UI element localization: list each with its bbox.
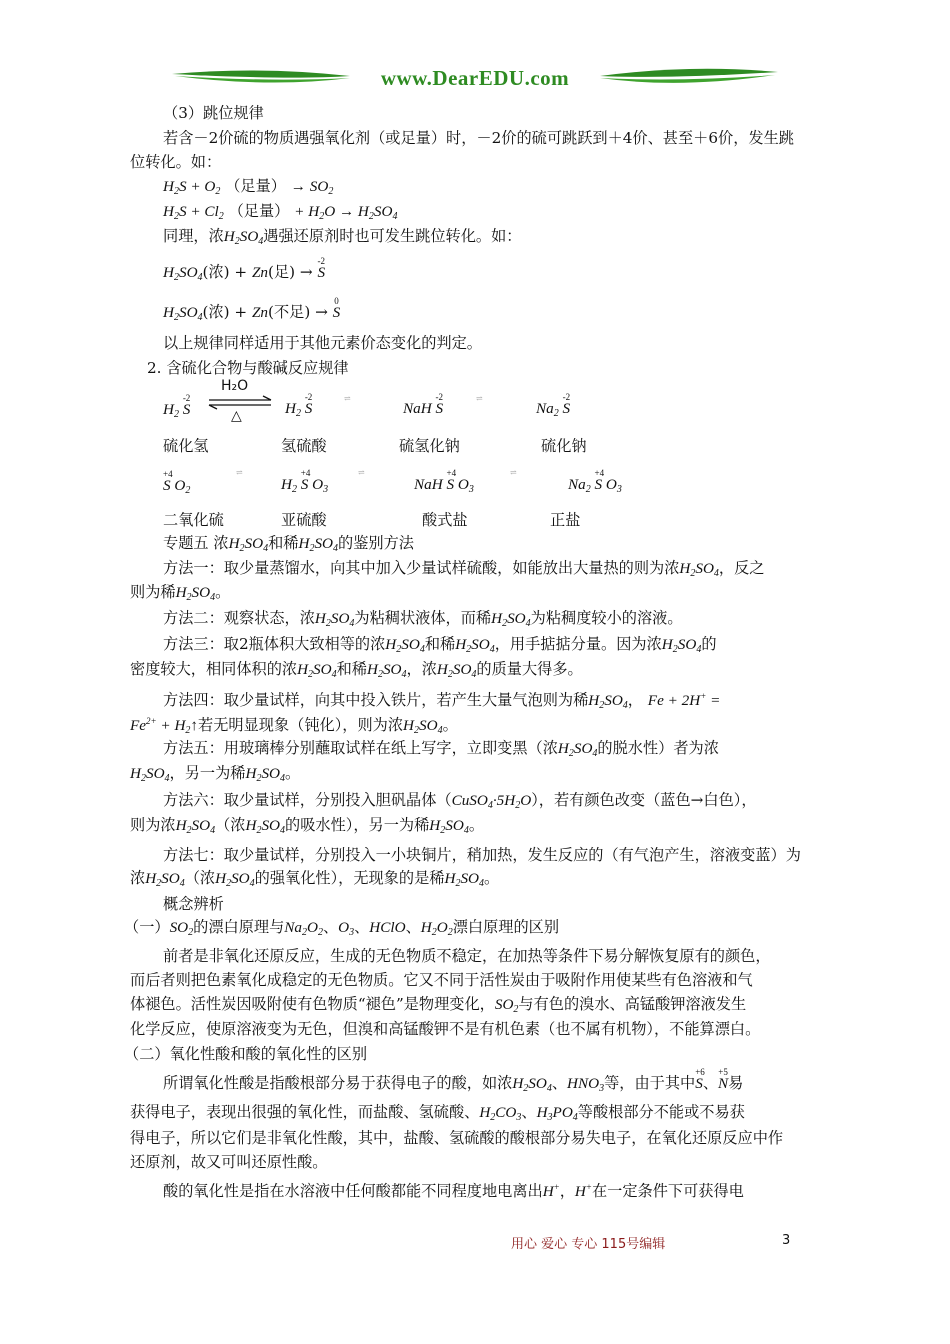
paragraph: 方法七：取少量试样，分别投入一小块铜片，稍加热，发生反应的（有气泡产生，溶液变蓝）为 xyxy=(163,846,801,864)
name-row: 二氧化硫 亚硫酸 酸式盐 正盐 xyxy=(163,511,581,529)
formula-row: +4 S $O_2$ $H_2$ +4 S $O_3$ NaH +4 S $O_3$ $Na_2$ +4 S $O_3$ xyxy=(163,468,622,496)
paragraph: 同理，浓$H_2SO_4$遇强还原剂时也可发生跳位转化。如： xyxy=(163,227,522,247)
section-title: 概念辨析 xyxy=(163,895,224,913)
equation: $H_2S + Cl_2$ （足量） + $H_2O \to H_2SO_4$ xyxy=(163,202,398,222)
section-title: （一）$SO_2$的漂白原理与$Na_2O_2$、$O_3$、HClO、$H_2O_2$漂白原理的区别 xyxy=(124,918,560,938)
paragraph: 还原剂，故又可叫还原性酸。 xyxy=(130,1153,328,1171)
paragraph: 方法二：观察状态，浓$H_2SO_4$为粘稠状液体，而稀$H_2SO_4$为粘稠度较小的溶液。 xyxy=(163,609,683,629)
section-title: （3）跳位规律 xyxy=(163,104,264,122)
paragraph: 前者是非氧化还原反应，生成的无色物质不稳定，在加热等条件下易分解恢复原有的颜色， xyxy=(163,947,771,965)
paragraph: 浓$H_2SO_4$（浓$H_2SO_4$的强氧化性），无现象的是稀$H_2SO_4$。 xyxy=(130,869,500,889)
paragraph: 则为稀$H_2SO_4$。 xyxy=(130,583,231,603)
footer-slogan: 用心 爱心 专心 115号编辑 xyxy=(511,1237,666,1252)
paragraph: 方法六：取少量试样，分别投入胆矾晶体$(CuSO_4\cdot 5H_2O)$，若有颜色改变（蓝色→白色）， xyxy=(163,791,757,811)
paragraph: 化学反应，使原溶液变为无色，但溴和高锰酸钾不是有机色素（也不属有机物），不能算漂白。 xyxy=(130,1020,761,1038)
paragraph: $H_2SO_4$，另一为稀$H_2SO_4$。 xyxy=(130,764,301,784)
paragraph: 位转化。如： xyxy=(130,153,222,171)
paragraph: 以上规律同样适用于其他元素价态变化的判定。 xyxy=(163,334,482,352)
paragraph: 方法三：取2瓶体积大致相等的浓$H_2SO_4$和稀$H_2SO_4$，用手掂掂分量。因为浓$H_2SO_4$的 xyxy=(163,635,717,655)
equation: $H_2SO_4$(浓) + Zn(足) → -2 S xyxy=(163,256,326,283)
reversible-arrow: H₂O △ xyxy=(205,378,277,426)
paragraph: 体褪色。活性炭因吸附使有色物质“褪色”是物理变化，$SO_2$与有色的溴水、高锰酸钾溶液发生 xyxy=(130,995,747,1015)
paragraph: 得电子，所以它们是非氧化性酸，其中，盐酸、氢硫酸的酸根部分易失电子，在氧化还原反应中作 xyxy=(130,1129,784,1147)
paragraph: $Fe^{2+}$ + $H_2↑$若无明显现象（钝化），则为浓$H_2SO_4$。 xyxy=(130,716,458,737)
site-header xyxy=(170,62,780,94)
document-page: www.DearEDU.com （3）跳位规律 若含－2价硫的物质遇强氧化剂（或足量）时，－2价的硫可跳跃到＋4价、甚至＋6价，发生跳 位转化。如： $H_2S + O_2$ （足量） → $SO_2$ $H_2S + Cl_2$ （足量） + $H_2O \to H_2SO_4$ 同理，浓$H_2SO_4$遇强还原剂时也可发生跳位转化。如： $H_2SO_4$(浓) + Zn(足) → -2 S $H_2SO_4$(浓) + Zn(不足) → 0 S 以上规律同样适用于其他元素价态变化的判定。 2. 含硫化合物与酸碱反应规律 H₂O △ $H_2$ -2 S $H_2$ -2 S NaH -2 S $Na_2$ -2 S ⇌ ⇌ 硫化氢 氢硫酸 硫氢化钠 硫化钠 +4 S $O_2$ $H_2$ +4 S $O_3$ NaH +4 S $O_3$ $Na_2$ +4 S $O_3$ ⇌ ⇌ ⇌ 二氧化硫 亚硫酸 酸式盐 正盐 专题五 浓$H_2SO_4$和稀$H_2SO_4$的鉴别方法 方法一：取少量蒸馏水，向其中加入少量试样硫酸，如能放出大量热的则为浓$H_2SO_4$，反之 则为稀$H_2SO_4$。 方法二：观察状态，浓$H_2SO_4$为粘稠状液体，而稀$H_2SO_4$为粘稠度较小的溶液。 方法三：取2瓶体积大致相等的浓$H_2SO_4$和稀$H_2SO_4$，用手掂掂分量。因为浓$H_2SO_4$的 密度较大，相同体积的浓$H_2SO_4$和稀$H_2SO_4$，浓$H_2SO_4$的质量大得多。 方法四：取少量试样，向其中投入铁片，若产生大量气泡则为稀$H_2SO_4$， Fe + 2H+ = $Fe^{2+}$ + $H_2↑$若无明显现象（钝化），则为浓$H_2SO_4$。 方法五：用玻璃棒分别蘸取试样在纸上写字，立即变黑（浓$H_2SO_4$的脱水性）者为浓 $H_2SO_4$，另一为稀$H_2SO_4$。 方法六：取少量试样，分别投入胆矾晶体$(CuSO_4\cdot 5H_2O)$，若有颜色改变（蓝色→白色）， 则为浓$H_2SO_4$（浓$H_2SO_4$的吸水性），另一为稀$H_2SO_4$。 方法七：取少量试样，分别投入一小块铜片，稍加热，发生反应的（有气泡产生，溶液变蓝）为 浓$H_2SO_4$（浓$H_2SO_4$的强氧化性），无现象的是稀$H_2SO_4$。 概念辨析 （一）$SO_2$的漂白原理与$Na_2O_2$、$O_3$、HClO、$H_2O_2$漂白原理的区别 前者是非氧化还原反应，生成的无色物质不稳定，在加热等条件下易分解恢复原有的颜色， 而后者则把色素氧化成稳定的无色物质。它又不同于活性炭由于吸附作用使某些有色溶液和气 体褪色。活性炭因吸附使有色物质“褪色”是物理变化，$SO_2$与有色的溴水、高锰酸钾溶液发生 化学反应，使原溶液变为无色，但溴和高锰酸钾不是有机色素（也不属有机物），不能算漂白。 （二）氧化性酸和酸的氧化性的区别 所谓氧化性酸是指酸根部分易于获得电子的酸，如浓$H_2SO_4$、$HNO_3$等，由于其中 +6 S、 +5 N易 获得电子，表现出很强的氧化性，而盐酸、氢硫酸、$H_2CO_3$、$H_3PO_4$等酸根部分不能或不易获 得电子，所以它们是非氧化性酸，其中，盐酸、氢硫酸的酸根部分易失电子，在氧化还原反应中作 还原剂，故又可叫还原性酸。 酸的氧化性是指在水溶液中任何酸都能不同程度地电离出H+，H+在一定条件下可获得电 用心 爱心 专心 115号编辑 3 xyxy=(0,0,950,1344)
paragraph: 酸的氧化性是指在水溶液中任何酸都能不同程度地电离出H+，H+在一定条件下可获得电 xyxy=(163,1182,744,1201)
paragraph: 而后者则把色素氧化成稳定的无色物质。它又不同于活性炭由于吸附作用使某些有色溶液和气 xyxy=(130,971,753,989)
paragraph: 方法一：取少量蒸馏水，向其中加入少量试样硫酸，如能放出大量热的则为浓$H_2SO_4$，反之 xyxy=(163,559,765,579)
section-title: 专题五 浓$H_2SO_4$和稀$H_2SO_4$的鉴别方法 xyxy=(163,534,414,554)
paragraph: 所谓氧化性酸是指酸根部分易于获得电子的酸，如浓$H_2SO_4$、$HNO_3$等，由于其中 +6 S、 +5 N易 xyxy=(163,1067,744,1094)
section-title: （二）氧化性酸和酸的氧化性的区别 xyxy=(124,1045,367,1063)
section-title: 2. 含硫化合物与酸碱反应规律 xyxy=(147,359,349,377)
paragraph: 密度较大，相同体积的浓$H_2SO_4$和稀$H_2SO_4$，浓$H_2SO_4$的质量大得多。 xyxy=(130,660,583,680)
equation: $H_2SO_4$(浓) + Zn(不足) → 0 S xyxy=(163,296,341,323)
paragraph: 获得电子，表现出很强的氧化性，而盐酸、氢硫酸、$H_2CO_3$、$H_3PO_4$等酸根部分不能或不易获 xyxy=(130,1103,745,1123)
formula-row: $H_2$ -2 S $H_2$ -2 S NaH -2 S $Na_2$ -2 S xyxy=(163,392,571,420)
paragraph: 方法四：取少量试样，向其中投入铁片，若产生大量气泡则为稀$H_2SO_4$， Fe + 2H+ = xyxy=(163,691,721,712)
site-url: www.DearEDU.com xyxy=(380,66,570,90)
equation: $H_2S + O_2$ （足量） → $SO_2$ xyxy=(163,177,334,197)
name-row: 硫化氢 氢硫酸 硫氢化钠 硫化钠 xyxy=(163,437,587,455)
paragraph: 则为浓$H_2SO_4$（浓$H_2SO_4$的吸水性），另一为稀$H_2SO_4$。 xyxy=(130,816,484,836)
paragraph: 若含－2价硫的物质遇强氧化剂（或足量）时，－2价的硫可跳跃到＋4价、甚至＋6价，发生跳 xyxy=(163,129,794,147)
paragraph: 方法五：用玻璃棒分别蘸取试样在纸上写字，立即变黑（浓$H_2SO_4$的脱水性）者为浓 xyxy=(163,739,719,759)
page-number: 3 xyxy=(782,1233,791,1248)
